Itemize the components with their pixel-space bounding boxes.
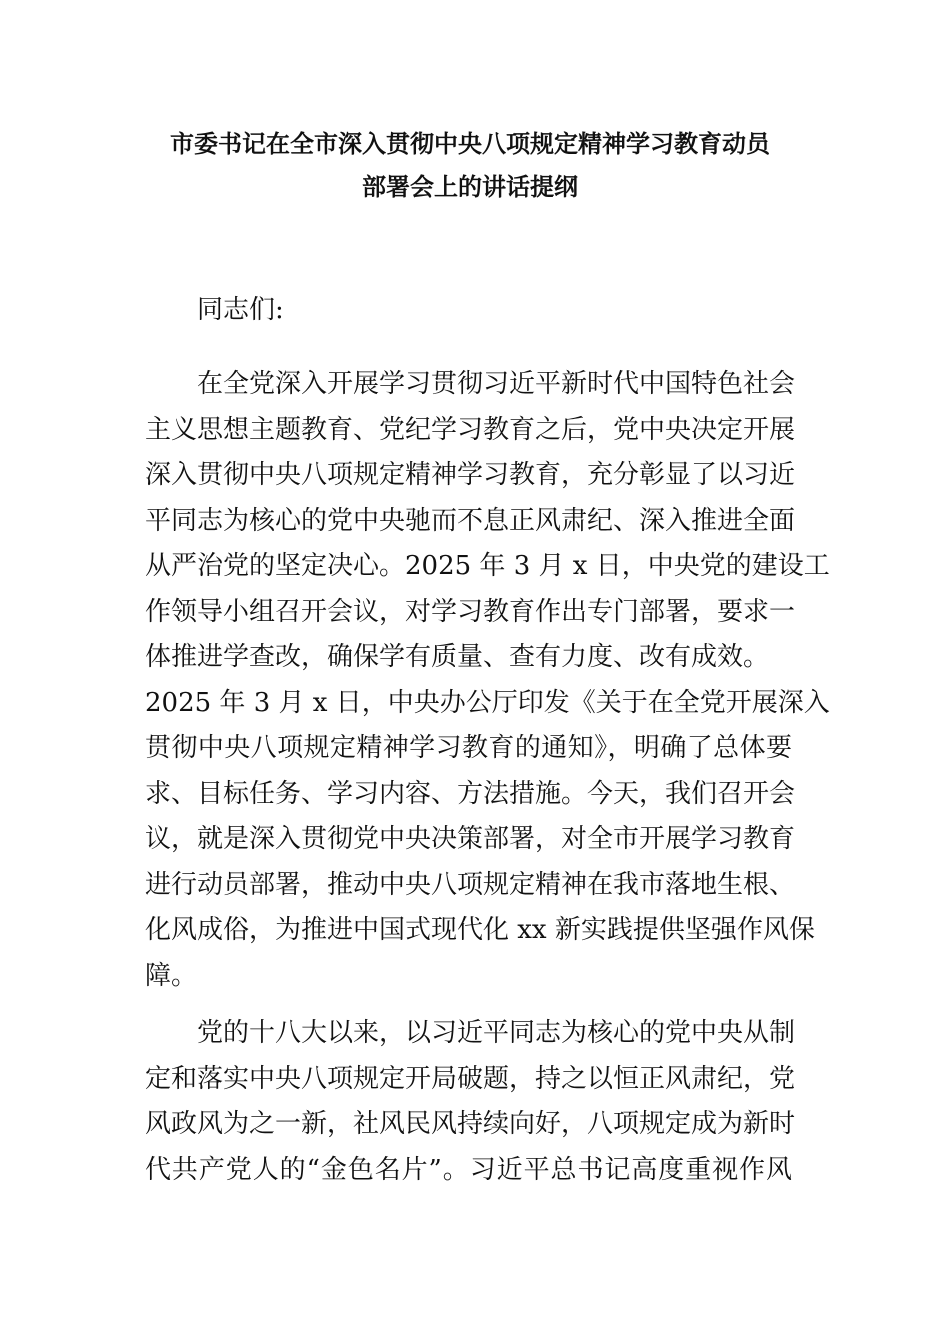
paragraph-line: 障。 [145,960,198,991]
salutation: 同志们: [197,295,284,325]
title-line: 市委书记在全市深入贯彻中央八项规定精神学习教育动员 [170,129,770,158]
document-title [140,122,800,208]
paragraph-line: 深入贯彻中央八项规定精神学习教育，充分彰显了以习近 [145,460,796,490]
paragraph-line: 议，就是深入贯彻党中央决策部署，对全市开展学习教育 [145,824,796,854]
paragraph-line: 平同志为核心的党中央驰而不息正风肃纪、深入推进全面 [145,505,796,536]
title-line: 部署会上的讲话提纲 [362,172,578,201]
paragraph-line: 求、目标任务、学习内容、方法措施。今天，我们召开会 [145,778,796,809]
paragraph-line: 作领导小组召开会议，对学习教育作出专门部署，要求一 [145,596,796,627]
paragraph-line: 进行动员部署，推动中央八项规定精神在我市落地生根、 [145,869,796,900]
paragraph-line: 代共产党人的“金色名片”。习近平总书记高度重视作风 [145,1154,792,1185]
paragraph-line: 风政风为之一新，社风民风持续向好，八项规定成为新时 [145,1109,796,1139]
paragraph-line: 2025 年 3 月 x 日，中央办公厅印发《关于在全党开展深入 [145,687,830,718]
paragraph-line: 贯彻中央八项规定精神学习教育的通知》，明确了总体要 [145,733,792,763]
paragraph-line: 从严治党的坚定决心。2025 年 3 月 x 日，中央党的建设工 [145,551,830,581]
paragraph-line: 主义思想主题教育、党纪学习教育之后，党中央决定开展 [145,414,796,445]
paragraph-line: 定和落实中央八项规定开局破题，持之以恒正风肃纪，党 [145,1063,796,1094]
paragraph-line: 体推进学查改，确保学有质量、查有力度、改有成效。 [145,642,770,672]
paragraph-line: 在全党深入开展学习贯彻习近平新时代中国特色社会 [197,369,796,399]
paragraph-line: 化风成俗，为推进中国式现代化 xx 新实践提供坚强作风保 [145,915,815,945]
paragraph-line: 党的十八大以来，以习近平同志为核心的党中央从制 [197,1018,796,1048]
